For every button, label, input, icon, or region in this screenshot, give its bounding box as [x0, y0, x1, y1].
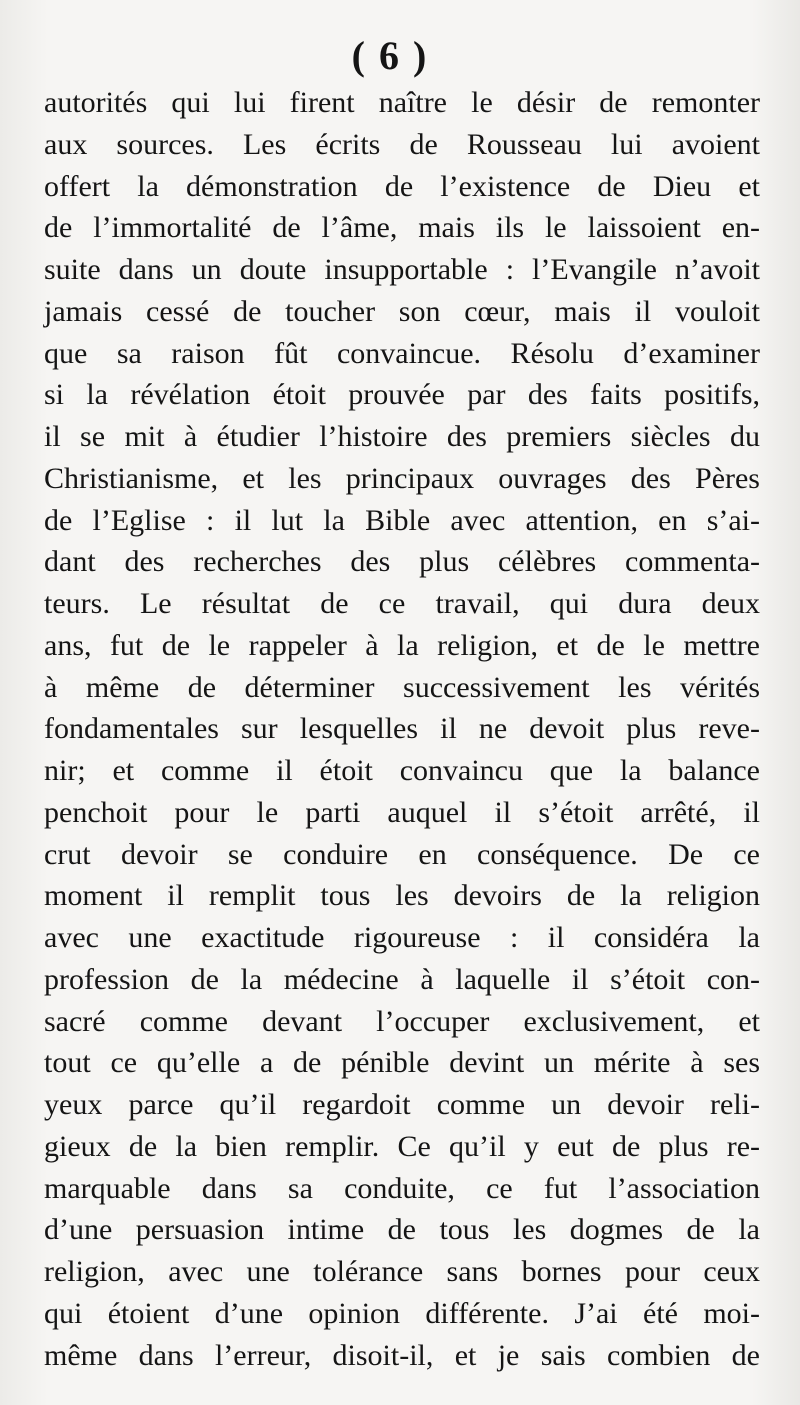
text-line: d’une persuasion intime de tous les dogmes de la [44, 1213, 760, 1247]
text-line: penchoit pour le parti auquel il s’étoit arrêté, il [44, 795, 760, 829]
text-line: marquable dans sa conduite, ce fut l’association [44, 1171, 760, 1205]
text-line: sacré comme devant l’occuper exclusivement, et [44, 1004, 760, 1038]
text-line: aux sources. Les écrits de Rousseau lui avoient [44, 127, 760, 161]
text-line: gieux de la bien remplir. Ce qu’il y eut de plus re- [44, 1129, 760, 1163]
text-line: religion, avec une tolérance sans bornes pour ceux [44, 1255, 760, 1288]
text-line: de l’immortalité de l’âme, mais ils le laissoient en- [44, 211, 760, 245]
text-line: ans, fut de le rappeler à la religion, et de le mettre [44, 628, 760, 662]
text-line: nir; et comme il étoit convaincu que la balance [44, 754, 760, 787]
text-line: si la révélation étoit prouvée par des faits positifs, [44, 378, 760, 412]
text-line: autorités qui lui firent naître le désir de remonter [44, 86, 760, 119]
text-line: avec une exactitude rigoureuse : il considéra la [44, 921, 760, 954]
text-line: suite dans un doute insupportable : l’Evangile n’avoit [44, 253, 760, 286]
text-line: profession de la médecine à laquelle il s’étoit con- [44, 962, 760, 996]
text-line: Christianisme, et les principaux ouvrages des Pères [44, 461, 760, 495]
text-line: crut devoir se conduire en conséquence. De ce [44, 837, 760, 871]
text-line: il se mit à étudier l’histoire des premiers siècles du [44, 420, 760, 453]
text-line: jamais cessé de toucher son cœur, mais il vouloit [44, 294, 760, 328]
text-line: même dans l’erreur, disoit-il, et je sais combien de [44, 1338, 760, 1372]
text-line: fondamentales sur lesquelles il ne devoit plus reve- [44, 712, 760, 746]
text-line: que sa raison fût convaincue. Résolu d’examiner [44, 336, 760, 370]
text-line: de l’Eglise : il lut la Bible avec attention, en s’ai- [44, 503, 760, 537]
text-line: dant des recherches des plus célèbres commenta- [44, 545, 760, 579]
text-line: moment il remplit tous les devoirs de la religion [44, 879, 760, 913]
page-number: ( 6 ) [351, 33, 429, 78]
text-line: tout ce qu’elle a de pénible devint un mérite à ses [44, 1046, 760, 1080]
body-text [44, 82, 760, 1376]
text-line: à même de déterminer successivement les vérités [44, 670, 760, 704]
text-line: qui étoient d’une opinion différente. J’ai été moi- [44, 1296, 760, 1330]
text-line: teurs. Le résultat de ce travail, qui dura deux [44, 587, 760, 620]
text-line: yeux parce qu’il regardoit comme un devoir reli- [44, 1088, 760, 1121]
text-line: offert la démonstration de l’existence de Dieu et [44, 169, 760, 203]
